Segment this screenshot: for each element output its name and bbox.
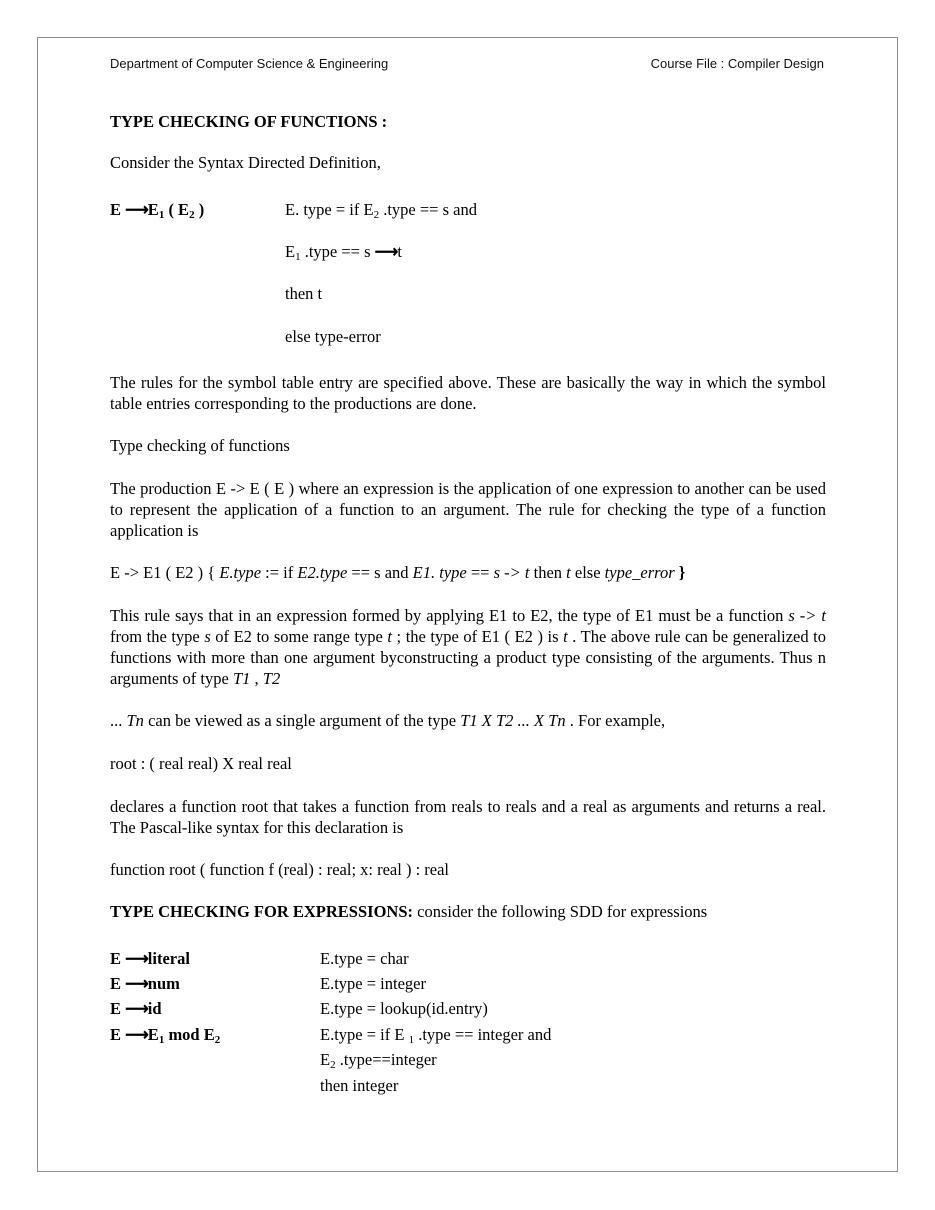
paragraph-single-argument: ... Tn can be viewed as a single argument of the type T1 X T2 ... X Tn . For example, xyxy=(110,711,666,730)
production-literal: E ⟶literal xyxy=(110,949,190,968)
rule-mod-line-2: $E_2$ .type==integer xyxy=(320,1050,437,1071)
semantic-rule-line-3: then t xyxy=(285,284,323,303)
production-e-e1-e2: E $⟶E_1$ ( $E_2$ ) xyxy=(110,200,205,221)
section-heading-expressions: TYPE CHECKING FOR EXPRESSIONS: consider the following SDD for expressions xyxy=(110,902,708,921)
arrow-icon: ⟶ xyxy=(125,974,148,993)
arrow-icon: ⟶ xyxy=(374,242,398,261)
arrow-icon: ⟶ xyxy=(125,1025,148,1044)
header-department: Department of Computer Science & Engineering xyxy=(110,56,389,71)
pascal-declaration: function root ( function f (real) : real; x: real ) : real xyxy=(110,860,450,879)
section-heading-functions: TYPE CHECKING OF FUNCTIONS : xyxy=(110,112,388,131)
rule-literal: E.type = char xyxy=(320,949,409,968)
subheading-type-checking-functions: Type checking of functions xyxy=(110,436,290,455)
header-course-file: Course File : Compiler Design xyxy=(650,56,824,71)
paragraph-production: The production E -> E ( E ) where an expression is the application of one expression to another can be used to represent the application of a function to an argument. The rule for checking the type of a function application is xyxy=(110,479,826,540)
example-root-type: root : ( real real) X real real xyxy=(110,754,292,773)
semantic-rule-line-2: $E_1$ .type == s ⟶t xyxy=(285,242,402,263)
paragraph-rule-explanation: This rule says that in an expression formed by applying E1 to E2, the type of E1 must be a function s -> t from the type s of E2 to some range type t ; the type of E1 ( E2 ) is t . The above rule can be generalized to functions with more than one argument byconstructing a product type consisting of the arguments. Thus n arguments of type T1 , T2 xyxy=(110,606,826,688)
paragraph-declares-root: declares a function root that takes a function from reals to reals and a real as arguments and returns a real. The Pascal-like syntax for this declaration is xyxy=(110,797,826,837)
rule-mod-line-1: E.type = if E $_1$ .type == integer and xyxy=(320,1025,552,1046)
rule-mod-line-3: then integer xyxy=(320,1076,399,1095)
arrow-icon: ⟶ xyxy=(125,949,148,968)
arrow-icon: ⟶ xyxy=(125,999,148,1018)
function-application-rule: E -> E1 ( E2 ) { E.type := if E2.type == s and E1. type == s -> t then t else type_error } xyxy=(110,563,686,582)
intro-text: Consider the Syntax Directed Definition, xyxy=(110,153,381,172)
semantic-rule-line-1: E. type = if $E_2$ .type == s and xyxy=(285,200,477,221)
arrow-icon: ⟶ xyxy=(125,200,148,219)
semantic-rule-line-4: else type-error xyxy=(285,327,381,346)
paragraph-symbol-table: The rules for the symbol table entry are specified above. These are basically the way in which the symbol table entries corresponding to the productions are done. xyxy=(110,373,826,413)
production-id: E ⟶id xyxy=(110,999,162,1018)
production-mod: E $⟶E_1$ mod $E_2$ xyxy=(110,1025,221,1046)
production-num: E ⟶num xyxy=(110,974,180,993)
rule-id: E.type = lookup(id.entry) xyxy=(320,999,488,1018)
rule-num: E.type = integer xyxy=(320,974,426,993)
